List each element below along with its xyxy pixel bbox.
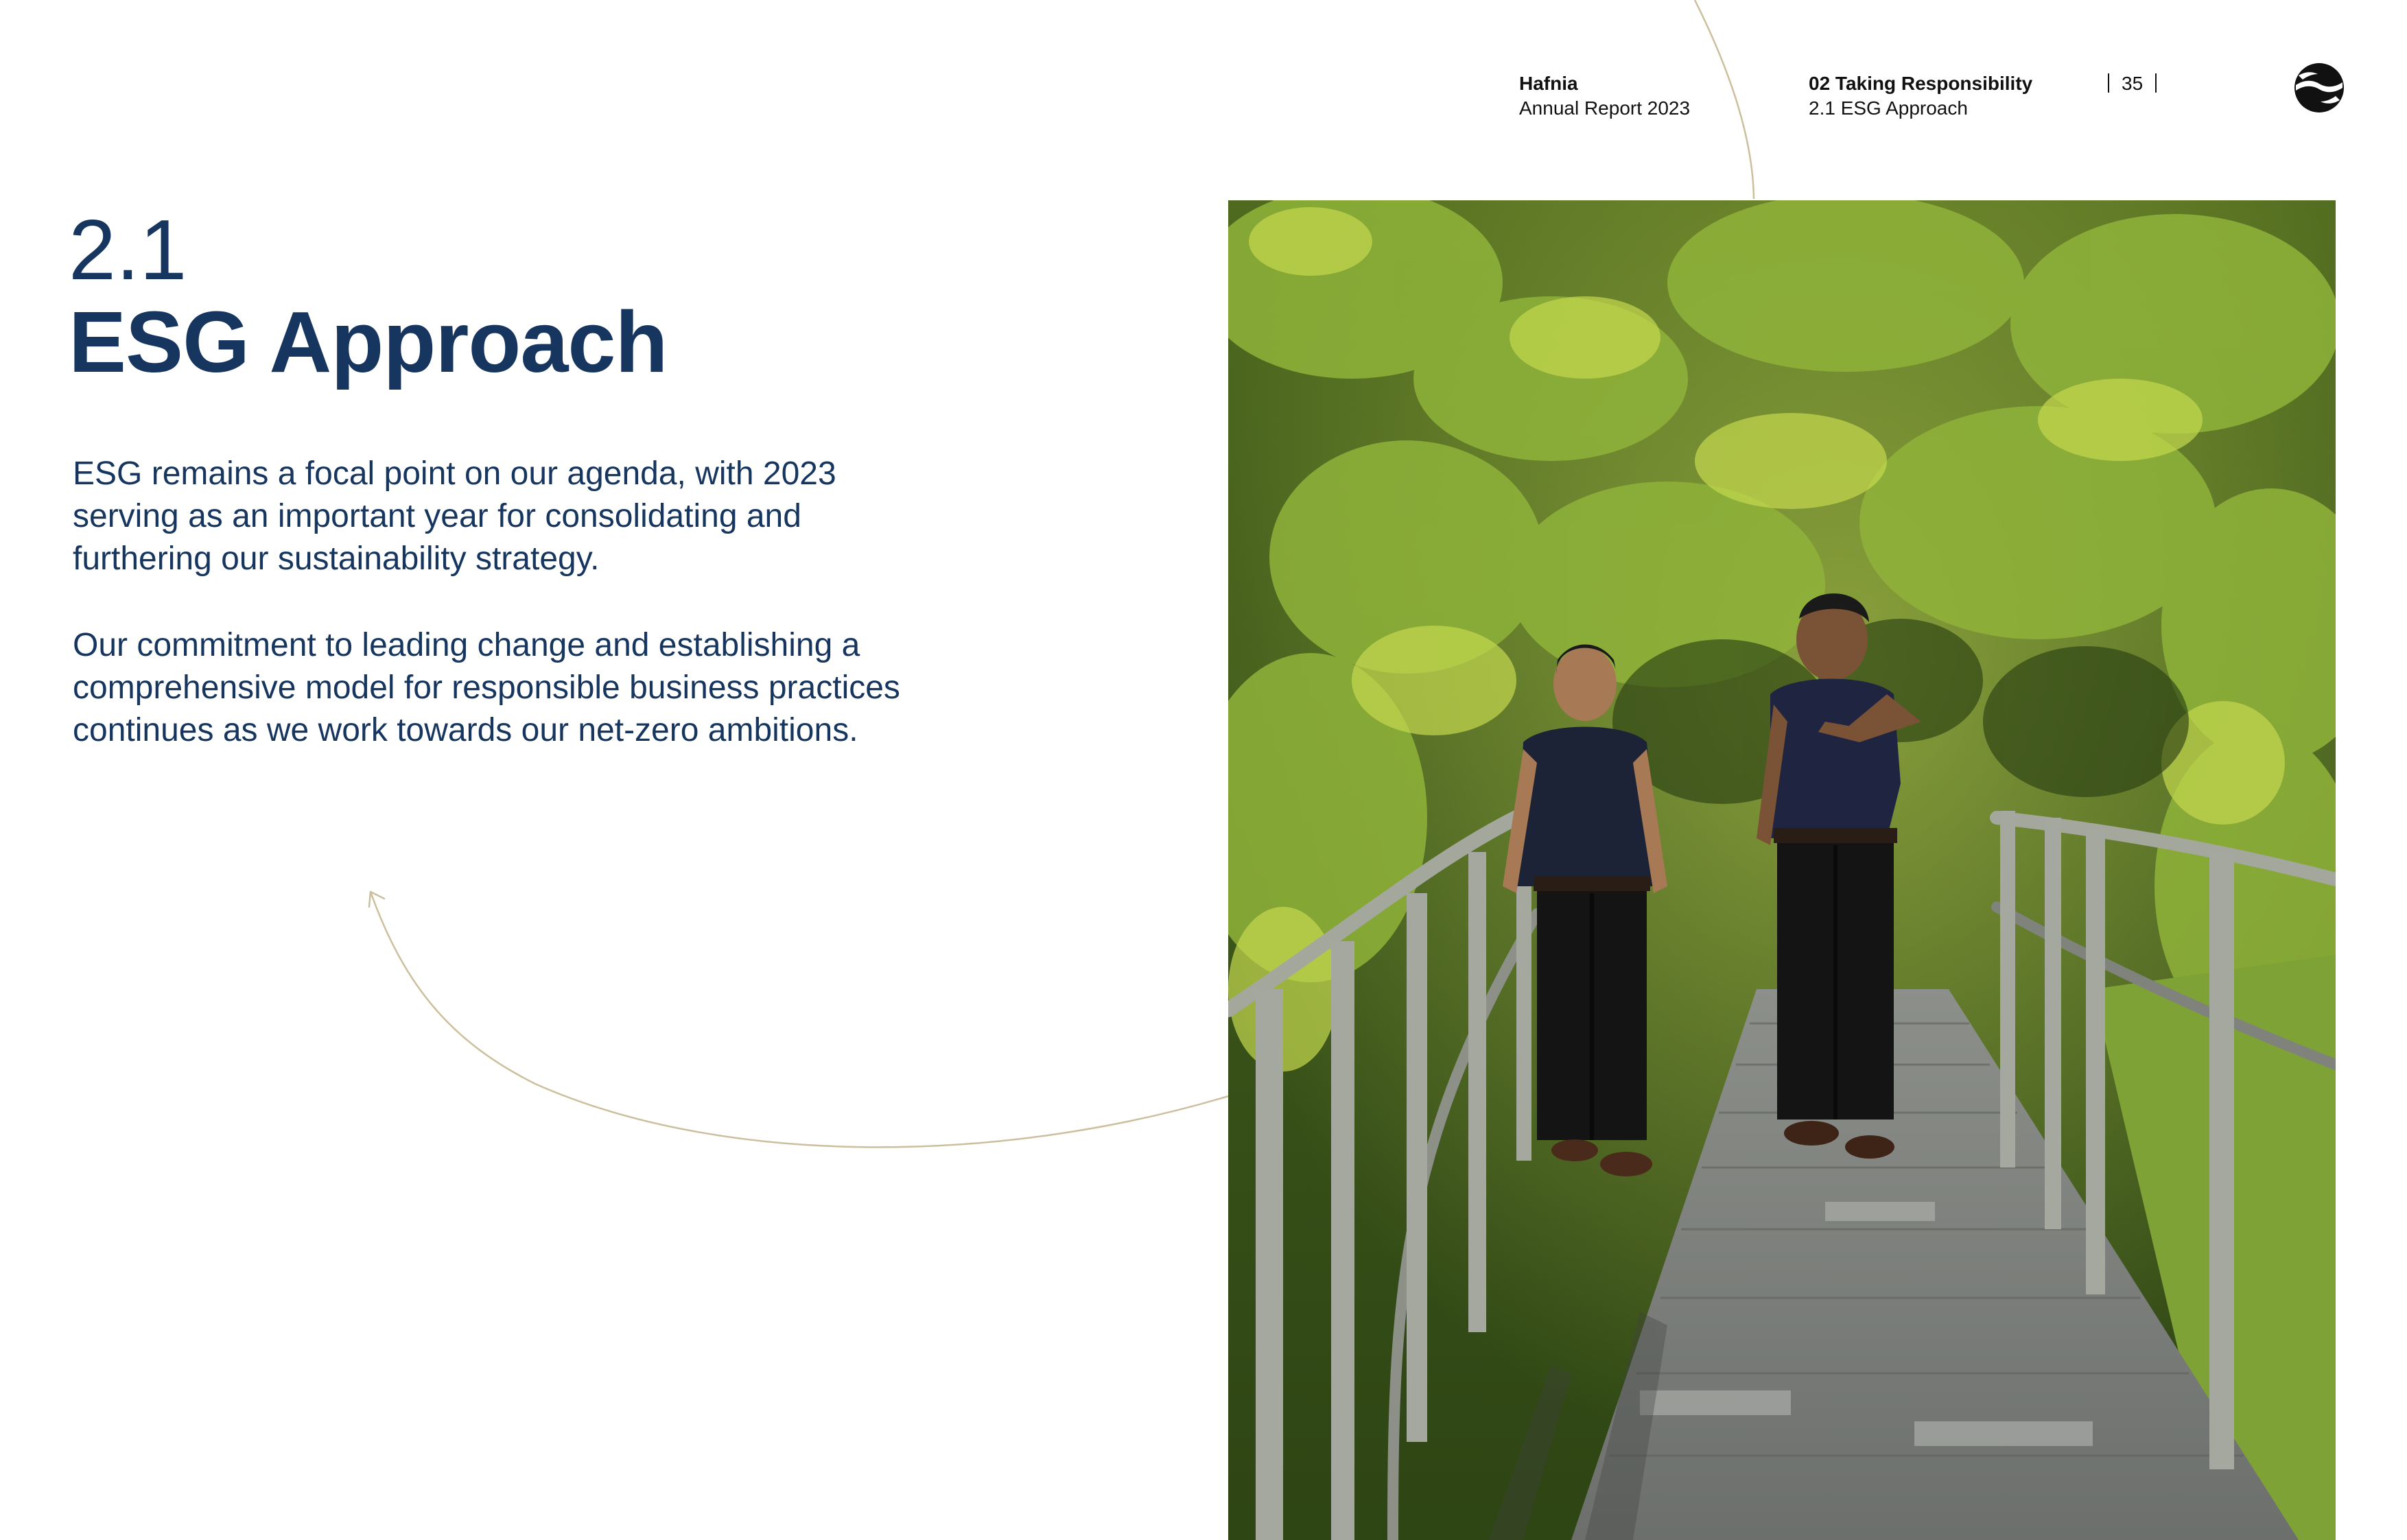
section-number: 2.1 <box>69 203 187 298</box>
header-report-name: Annual Report 2023 <box>1519 97 1691 119</box>
page-divider-right <box>2155 73 2157 93</box>
header-chapter-link[interactable]: 02 Taking Responsibility <box>1809 73 2033 94</box>
page-number-indicator <box>2108 71 2157 96</box>
header-section-link[interactable]: 2.1 ESG Approach <box>1809 97 1968 119</box>
page-divider-left <box>2108 73 2109 93</box>
header-company-block <box>1519 71 1690 121</box>
intro-paragraph: ESG remains a focal point on our agenda, with 2023 serving as an important year for consolidating and furthering our sustainability strategy. <box>73 455 836 577</box>
garden-walkway-photo <box>1228 200 2336 1540</box>
page-number: 35 <box>2122 73 2144 94</box>
header-section-block <box>1809 71 2032 121</box>
commitment-paragraph: Our commitment to leading change and establishing a comprehensive model for responsible business practices continues as we work towards our net-zero ambitions. <box>73 627 900 748</box>
hafnia-wave-logo-icon[interactable] <box>2293 62 2345 114</box>
header-company-name: Hafnia <box>1519 73 1578 94</box>
page-title: ESG Approach <box>69 294 668 390</box>
